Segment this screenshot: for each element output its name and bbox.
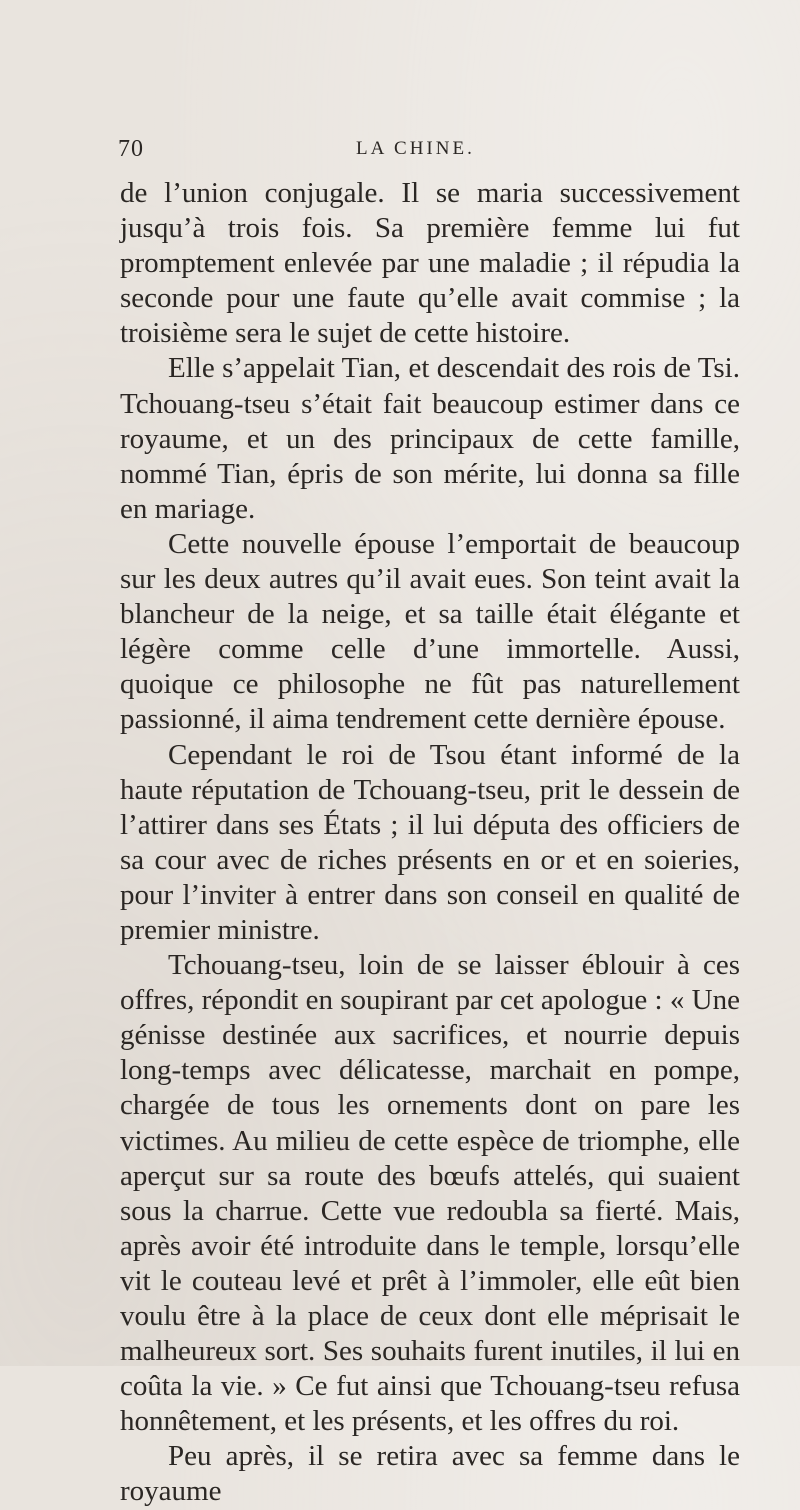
page-header	[118, 136, 738, 166]
body-text	[120, 176, 740, 1510]
paragraph-4: Cependant le roi de Tsou étant informé de la haute réputation de Tchouang-tseu, prit le dessein de l’attirer dans ses États ; il lui députa des officiers de sa cour avec de riches présents en or et en soieries, pour l’inviter à entrer dans son conseil en qualité de premier ministre.	[120, 738, 740, 946]
running-title: LA CHINE.	[356, 138, 475, 159]
paragraph-1: de l’union conjugale. Il se maria successivement jusqu’à trois fois. Sa première femme lui fut promptement enlevée par une maladie ; il répudia la seconde pour une faute qu’elle avait commise ; la troisième sera le sujet de cette histoire.	[120, 177, 740, 350]
paragraph-3: Cette nouvelle épouse l’emportait de beaucoup sur les deux autres qu’il avait eues. Son teint avait la blancheur de la neige, et sa taille était élégante et légère comme celle d’une immortelle. Aussi, quoique ce philosophe ne fût pas naturellement passionné, il aima tendrement cette dernière épouse.	[120, 527, 740, 736]
paragraph-2: Elle s’appelait Tian, et descendait des rois de Tsi. Tchouang-tseu s’était fait beaucoup estimer dans ce royaume, et un des principaux de cette famille, nommé Tian, épris de son mérite, lui donna sa fille en mariage.	[120, 352, 740, 525]
paragraph-6: Peu après, il se retira avec sa femme dans le royaume	[120, 1440, 740, 1508]
paragraph-5: Tchouang-tseu, loin de se laisser éblouir à ces offres, répondit en soupirant par cet apologue : « Une génisse destinée aux sacrifices, et nourrie depuis long-temps avec délicatesse, marchait en pompe, chargée de tous les ornements dont on pare les victimes. Au milieu de cette espèce de triomphe, elle aperçut sur sa route des bœufs attelés, qui suaient sous la charrue. Cette vue redoubla sa fierté. Mais, après avoir été introduite dans le temple, lorsqu’elle vit le couteau levé et prêt à l’immoler, elle eût bien voulu être à la place de ceux dont elle méprisait le malheureux sort. Ses souhaits furent inutiles, il lui en coûta la vie. » Ce fut ainsi que Tchouang-tseu refusa honnêtement, et les présents, et les offres du roi.	[120, 949, 740, 1438]
page-number: 70	[118, 136, 144, 162]
